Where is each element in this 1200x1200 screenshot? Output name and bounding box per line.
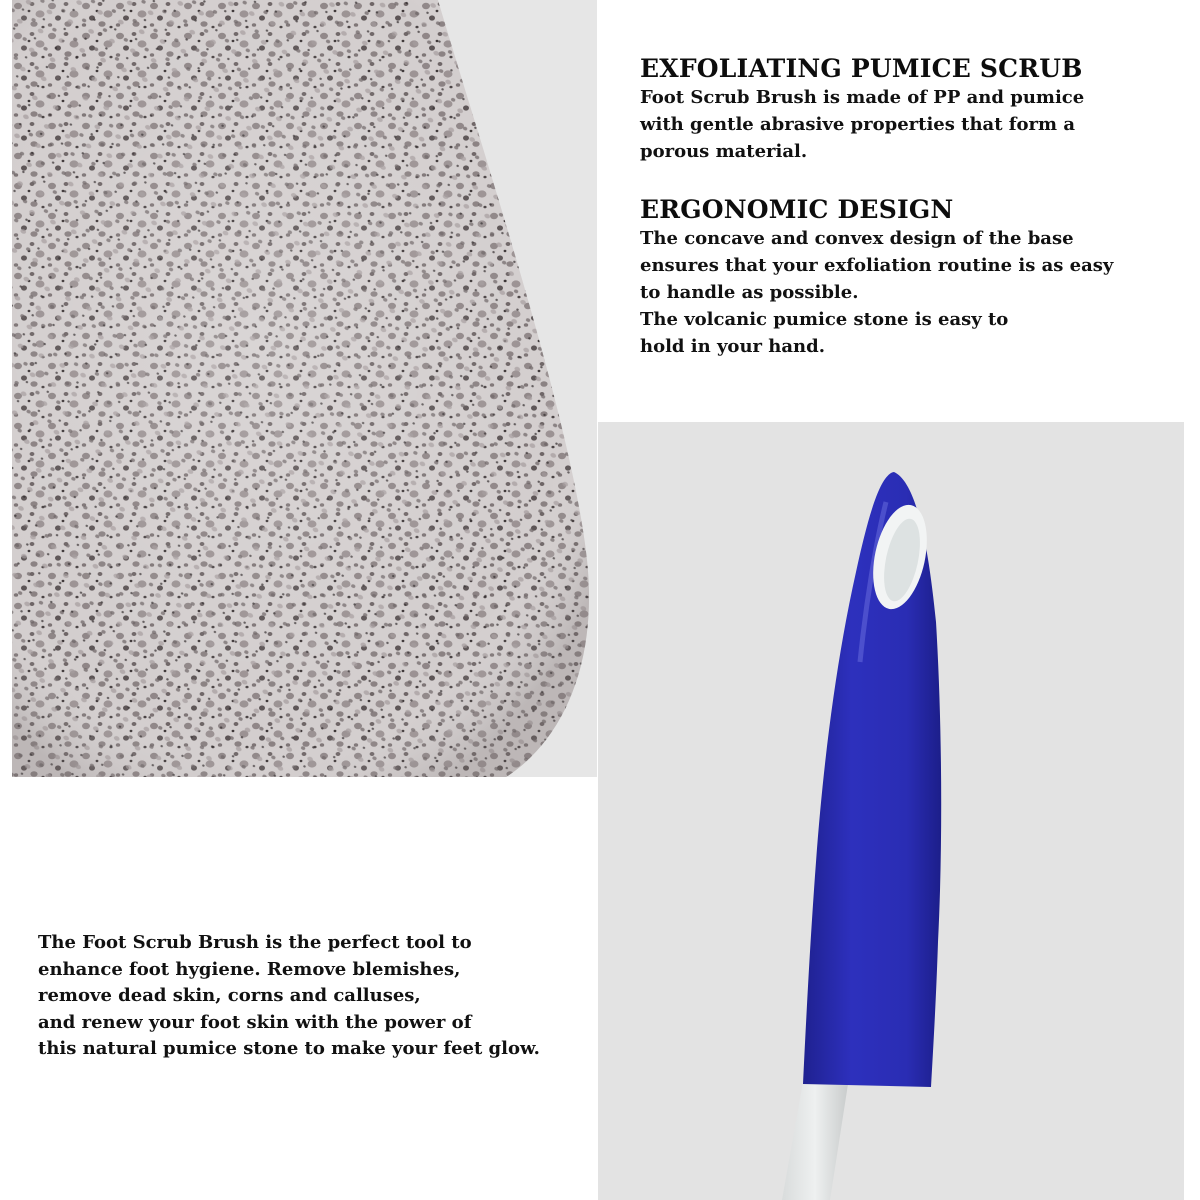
exfoliating-line: Foot Scrub Brush is made of PP and pumice [640, 87, 1085, 108]
brush-handle-photo [598, 422, 1184, 1200]
ergonomic-line: ensures that your exfoliation routine is as easy [640, 255, 1114, 276]
pumice-stone-photo [12, 0, 597, 777]
exfoliating-section [640, 54, 1180, 165]
exfoliating-heading: EXFOLIATING PUMICE SCRUB [640, 54, 1083, 83]
brush-handle-image [598, 422, 1184, 1200]
description-line: and renew your foot skin with the power of [38, 1011, 472, 1033]
ergonomic-line: The volcanic pumice stone is easy to [640, 309, 1009, 330]
ergonomic-line: hold in your hand. [640, 336, 825, 357]
pumice-stone-image [12, 0, 597, 777]
description-line: this natural pumice stone to make your feet glow. [38, 1038, 540, 1059]
ergonomic-line: The concave and convex design of the base [640, 228, 1074, 249]
description-line: remove dead skin, corns and calluses, [38, 985, 421, 1006]
ergonomic-heading: ERGONOMIC DESIGN [640, 195, 954, 224]
ergonomic-section [640, 195, 1190, 360]
ergonomic-line: to handle as possible. [640, 282, 859, 303]
description-line: The Foot Scrub Brush is the perfect tool to [38, 932, 472, 953]
exfoliating-line: porous material. [640, 141, 808, 162]
exfoliating-line: with gentle abrasive properties that form a [640, 114, 1075, 135]
description-section [38, 930, 598, 1063]
description-line: enhance foot hygiene. Remove blemishes, [38, 958, 461, 980]
